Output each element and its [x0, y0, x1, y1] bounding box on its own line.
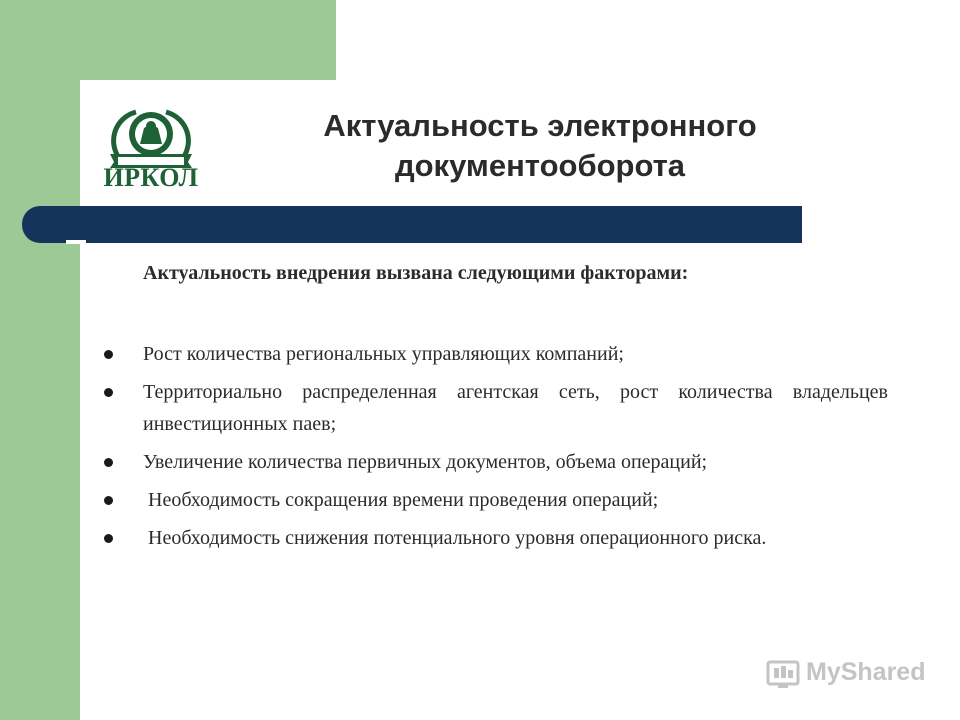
- bullet-dot-icon: [104, 534, 113, 543]
- slide-title-line-2: документооборота: [394, 148, 686, 183]
- logo-wordmark: ИРКОЛ: [103, 163, 199, 192]
- bullet-dot-icon: [104, 350, 113, 359]
- list-item-text: Территориально распределенная агентская сеть, рост количества владельцев инвестиционных паев;: [143, 381, 888, 435]
- top-green-band: [0, 0, 336, 80]
- list-item: [104, 376, 888, 440]
- list-item-text: Необходимость сокращения времени проведения операций;: [148, 489, 659, 511]
- bullet-dot-icon: [104, 458, 113, 467]
- list-item-text: Рост количества региональных управляющих компаний;: [143, 343, 624, 365]
- list-item: [104, 338, 888, 370]
- slide-title-line-1: Актуальность электронного: [323, 108, 757, 143]
- bullet-dot-icon: [104, 496, 113, 505]
- title-underline-bar: [22, 206, 802, 243]
- list-item: [104, 522, 888, 554]
- list-item: [104, 446, 888, 478]
- slide-subtitle: Актуальность внедрения вызвана следующими факторами:: [143, 262, 689, 284]
- title-bar-notch: [66, 240, 86, 244]
- bullet-list: [104, 338, 888, 560]
- list-item-text: Необходимость снижения потенциального уровня операционного риска.: [148, 527, 767, 549]
- watermark-text: MyShared: [806, 658, 926, 686]
- left-green-band: [0, 0, 80, 720]
- list-item: [104, 484, 888, 516]
- list-item-text: Увеличение количества первичных документов, объема операций;: [143, 451, 708, 473]
- slide-title: [240, 106, 840, 186]
- bullet-dot-icon: [104, 388, 113, 397]
